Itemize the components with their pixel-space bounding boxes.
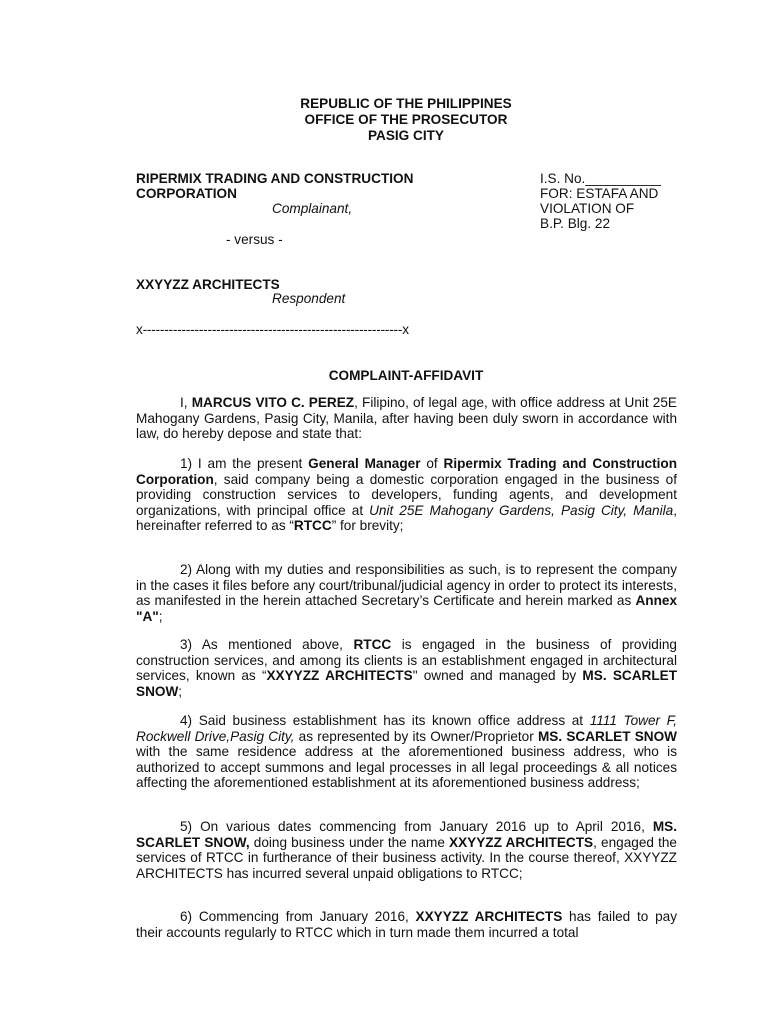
case-charge-line3: B.P. Blg. 22 (540, 216, 611, 231)
caption-separator: x------------------------------------------------------------x (136, 322, 409, 337)
header-office: OFFICE OF THE PROSECUTOR (304, 112, 508, 127)
versus-label: - versus - (226, 232, 283, 247)
case-charge-line2: VIOLATION OF (540, 201, 635, 216)
header-republic: REPUBLIC OF THE PHILIPPINES (300, 96, 512, 111)
complainant-name-line1: RIPERMIX TRADING AND CONSTRUCTION (136, 171, 414, 186)
paragraph-4: 4) Said business establishment has its known office address at 1111 Tower F, Rockwell Drive,Pasig City, as represented by its Owner/Proprietor MS. SCARLET SNOW with the same residence address at the aforementioned business address, who is authorized to accept summons and legal processes in all legal proceedings & all notices affecting the aforementioned establishment at its aforementioned business address; (136, 713, 677, 791)
paragraph-5: 5) On various dates commencing from January 2016 up to April 2016, MS. SCARLET SNOW, doing business under the name XXYYZZ ARCHITECTS, engaged the services of RTCC in furtherance of their business activity. In the course thereof, XXYYZZ ARCHITECTS has incurred several unpaid obligations to RTCC; (136, 819, 677, 881)
intro-paragraph: I, MARCUS VITO C. PEREZ, Filipino, of legal age, with office address at Unit 25E Mahogany Gardens, Pasig City, Manila, after having been duly sworn in accordance with law, do hereby depose and state that: (136, 395, 677, 442)
respondent-name: XXYYZZ ARCHITECTS (136, 277, 280, 292)
paragraph-3: 3) As mentioned above, RTCC is engaged in the business of providing construction services, and among its clients is an establishment engaged in architectural services, known as “XXYYZZ ARCHITECTS" owned and managed by MS. SCARLET SNOW; (136, 637, 678, 699)
complainant-role: Complainant, (272, 201, 353, 216)
case-charge-line1: FOR: ESTAFA AND (540, 186, 659, 201)
caption-complainant (136, 171, 496, 216)
case-number: I.S. No.__________ (540, 171, 661, 186)
respondent-role: Respondent (272, 291, 346, 306)
paragraph-2: 2) Along with my duties and responsibilities as such, is to represent the company in the cases it files before any court/tribunal/judicial agency in order to protect its interests, as manifested in the herein attached Secretary’s Certificate and herein marked as Annex "A"; (136, 562, 678, 624)
paragraph-1: 1) I am the present General Manager of Ripermix Trading and Construction Corporation, said company being a domestic corporation engaged in the business of providing construction services to developers, funding agents, and development organizations, with principal office at Unit 25E Mahogany Gardens, Pasig City, Manila, hereinafter referred to as “RTCC” for brevity; (136, 456, 677, 534)
paragraph-6: 6) Commencing from January 2016, XXYYZZ ARCHITECTS has failed to pay their accounts regularly to RTCC which in turn made them incurred a total (136, 909, 677, 940)
affiant-name: MARCUS VITO C. PEREZ (191, 395, 355, 410)
caption-case-info (540, 171, 690, 231)
complainant-name-line2: CORPORATION (136, 186, 237, 201)
header-city: PASIG CITY (367, 128, 445, 143)
document-title: COMPLAINT-AFFIDAVIT (328, 368, 484, 383)
document-header (136, 96, 676, 144)
